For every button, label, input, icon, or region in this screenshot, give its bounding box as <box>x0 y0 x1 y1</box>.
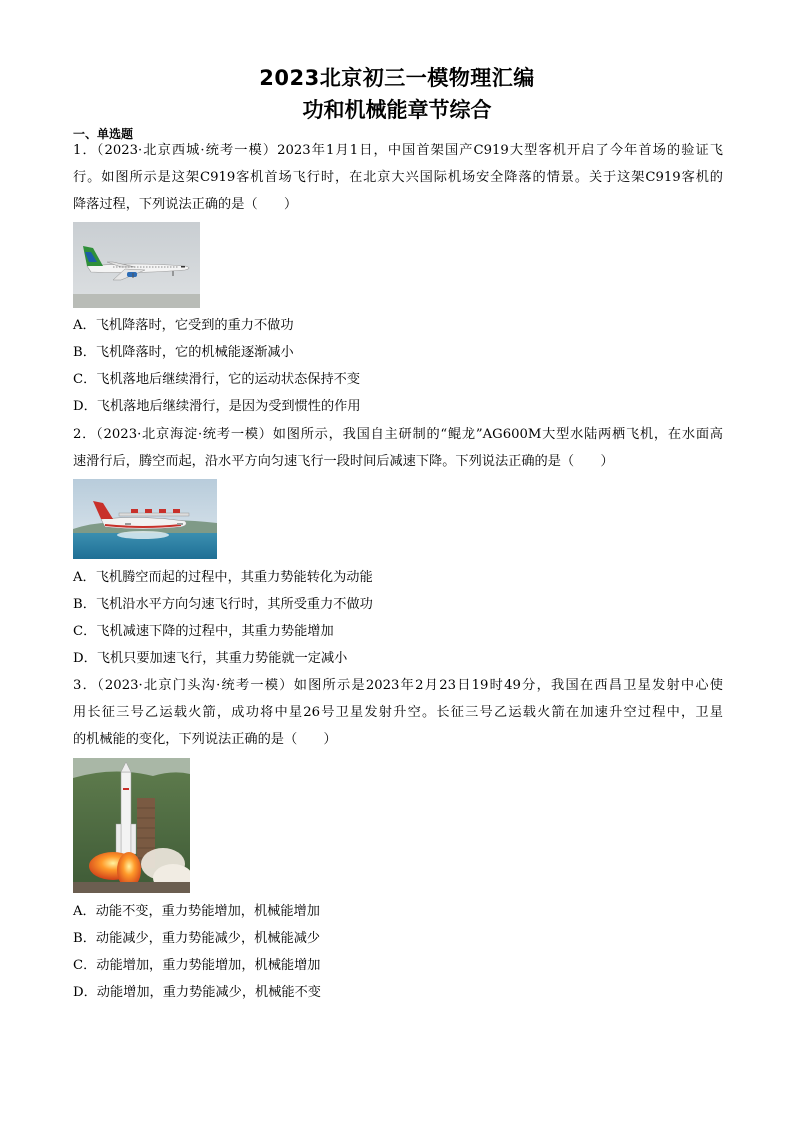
c919-airplane-photo <box>73 222 200 308</box>
question-1-option-c: C．飞机落地后继续滑行，它的运动状态保持不变 <box>73 372 361 387</box>
question-3-option-a: A．动能不变，重力势能增加，机械能增加 <box>73 904 320 919</box>
question-3-line-1: 3．（2023·北京门头沟·统考一模）如图所示是2023年2月23日19时49分，我国在西昌卫星发射中心使 <box>73 678 723 693</box>
ag600m-seaplane-photo <box>73 479 217 559</box>
question-1-line-1: 1．（2023·北京西城·统考一模）2023年1月1日，中国首架国产C919大型客机开启了今年首场的验证飞 <box>73 143 723 158</box>
document-title: 2023北京初三一模物理汇编 <box>259 66 535 90</box>
question-3-option-b: B．动能减少，重力势能减少，机械能减少 <box>73 931 321 946</box>
question-2-line-1: 2．（2023·北京海淀·统考一模）如图所示，我国自主研制的“鲲龙”AG600M大型水陆两栖飞机，在水面高 <box>73 427 723 442</box>
question-2-line-2: 速滑行后，腾空而起，沿水平方向匀速飞行一段时间后减速下降。下列说法正确的是（ ） <box>73 454 614 469</box>
question-3-line-3: 的机械能的变化，下列说法正确的是（ ） <box>73 732 337 747</box>
question-3-line-2: 用长征三号乙运载火箭，成功将中星26号卫星发射升空。长征三号乙运载火箭在加速升空过程中，卫星 <box>73 705 723 720</box>
question-2-option-a: A．飞机腾空而起的过程中，其重力势能转化为动能 <box>73 570 373 585</box>
section-heading: 一、单选题 <box>73 127 134 141</box>
question-1-line-2: 行。如图所示是这架C919客机首场飞行时，在北京大兴国际机场安全降落的情景。关于这架C919客机的 <box>73 170 723 185</box>
question-1-line-3: 降落过程，下列说法正确的是（ ） <box>73 197 298 212</box>
document-subtitle: 功和机械能章节综合 <box>302 98 492 122</box>
question-3-option-c: C．动能增加，重力势能增加，机械能增加 <box>73 958 321 973</box>
rocket-launch-photo <box>73 758 190 893</box>
question-3-option-d: D．动能增加，重力势能减少，机械能不变 <box>73 985 321 1000</box>
question-1-option-d: D．飞机落地后继续滑行，是因为受到惯性的作用 <box>73 399 361 414</box>
question-1-option-b: B．飞机降落时，它的机械能逐渐减小 <box>73 345 294 360</box>
question-2-option-d: D．飞机只要加速飞行，其重力势能就一定减小 <box>73 651 348 666</box>
question-2-option-c: C．飞机减速下降的过程中，其重力势能增加 <box>73 624 334 639</box>
question-1-option-a: A．飞机降落时，它受到的重力不做功 <box>73 318 294 333</box>
question-2-option-b: B．飞机沿水平方向匀速飞行时，其所受重力不做功 <box>73 597 373 612</box>
